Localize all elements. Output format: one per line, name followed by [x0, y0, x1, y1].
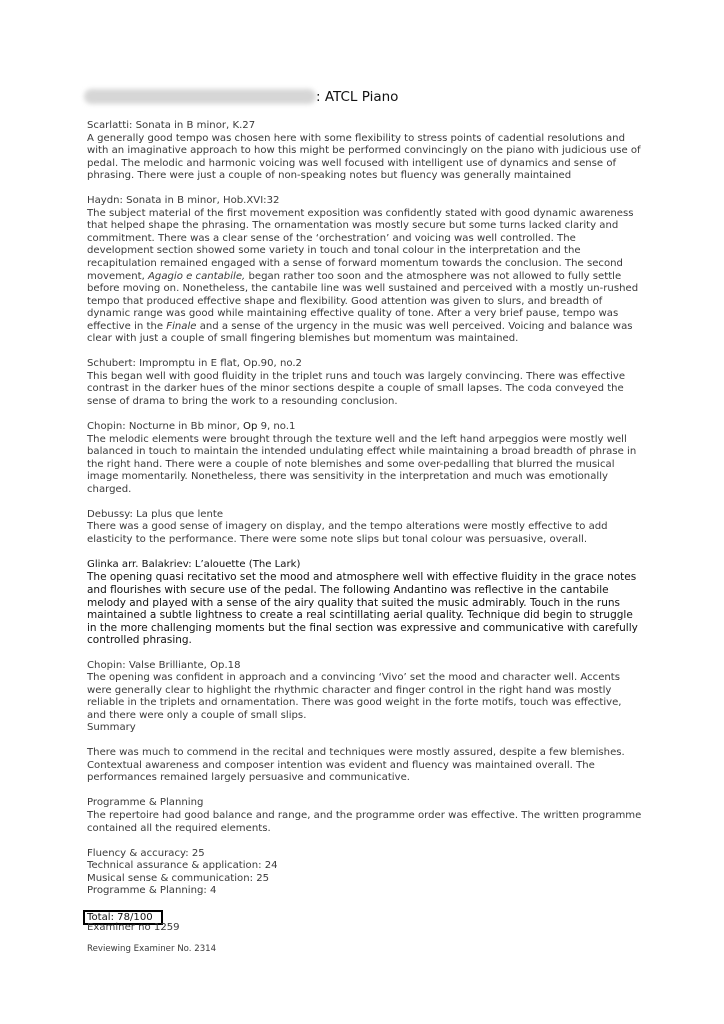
title-text: 9, no.1: [257, 420, 296, 432]
section-title: Glinka arr. Balakriev: L’alouette (The Lark): [87, 558, 301, 570]
section-comment: The opening was confident in approach and a convincing ‘Vivo’ set the mood and character well. Accents were generally clear to highlight the rhythmic character and finger control in the right hand was mostly reliable in the triplets and ornamentation. There was good weight in the forte motifs, touch was effective, and there were only a couple of small slips.: [87, 672, 622, 721]
section-schubert: [87, 358, 643, 408]
section-comment: A generally good tempo was chosen here with some flexibility to stress points of cadential resolutions and with an imaginative approach to how this might be performed convincingly on the piano with judicious use of pedal. The melodic and harmonic voicing was well focused with intelligent use of dynamics and sense of phrasing. There were just a couple of non-speaking notes but fluency was generally maintained: [87, 132, 641, 182]
section-title: [87, 421, 643, 434]
summary-heading: Summary: [87, 722, 136, 734]
section-comment: This began well with good fluidity in the triplet runs and touch was largely convincing. There was effective contrast in the darker hues of the minor sections despite a couple of small lapses. The coda conveyed the sense of drama to bring the work to a resounding conclusion.: [87, 370, 626, 407]
report-title-row: [84, 87, 414, 107]
section-title: Scarlatti: Sonata in B minor, K.27: [87, 120, 256, 131]
section-comment: The melodic elements were brought through the texture well and the left hand arpeggios were mostly well balanced in touch to maintain the intended undulating effect while maintaining a broad breadth of phrase in the right hand. There were a couple of note blemishes and some over-pedalling that blurred the musical image momentarily. Nonetheless, there was sensitivity in the interpretation and much was emotionally charged.: [87, 433, 637, 495]
section-comment: [87, 208, 643, 346]
score-musical: Musical sense & communication: 25: [87, 872, 270, 884]
examiner-number: Examiner no 1259: [87, 921, 180, 933]
title-opus: Op: [243, 420, 258, 432]
section-glinka: [87, 559, 643, 647]
title-text: Chopin: Nocturne in Bb minor,: [87, 420, 243, 432]
score-programme: Programme & Planning: 4: [87, 885, 217, 897]
total-score: Total: 78/100: [87, 911, 153, 923]
comment-italic-finale: Finale: [166, 320, 197, 332]
redacted-candidate-name: [84, 89, 316, 104]
section-title: Chopin: Valse Brilliante, Op.18: [87, 659, 241, 671]
section-comment: The opening quasi recitativo set the mood and atmosphere well with effective fluidity in the grace notes and flourishes with secure use of the pedal. The following Andantino was reflective in the cantabile melody and played with a sense of the airy quality that suited the music admirably. Touch in the runs maintained a subtle lightness to create a real scintillating aerial quality. Technique did begin to struggle in the more challenging moments but the final section was expressive and communicative with carefully controlled phrasing.: [87, 571, 638, 647]
report-body: [87, 120, 643, 964]
marks-breakdown: [87, 848, 643, 956]
reviewing-examiner-number: Reviewing Examiner No. 2314: [87, 944, 217, 955]
comment-italic-tempo: Agagio e cantabile,: [148, 270, 246, 282]
section-title: Debussy: La plus que lente: [87, 508, 224, 520]
section-planning: [87, 797, 643, 835]
section-comment: There was a good sense of imagery on display, and the tempo alterations were mostly effective to add elasticity to the performance. There were some note slips but tonal colour was persuasive, overall.: [87, 521, 608, 545]
score-fluency: Fluency & accuracy: 25: [87, 847, 205, 859]
section-haydn: [87, 195, 643, 346]
section-comment: The repertoire had good balance and range, and the programme order was effective. The written programme contained all the required elements.: [87, 809, 642, 834]
report-title: : ATCL Piano: [316, 89, 399, 105]
section-scarlatti: [87, 120, 643, 183]
summary-comment: There was much to commend in the recital and techniques were mostly assured, despite a few blemishes. Contextual awareness and composer intention was evident and fluency was maintained overall. The performances remained largely persuasive and communicative.: [87, 747, 625, 784]
section-title: Schubert: Impromptu in E flat, Op.90, no.2: [87, 358, 302, 370]
section-chopin-nocturne: [87, 421, 643, 496]
comment-text: began rather too soon and the atmosphere was not allowed to fully settle before moving on. Nonetheless, the cantabile line was well sustained and perceived with a mostly un-rushed tempo that produced effective shape and flexibility. Good attention was given to slurs, and breadth of dynamic range was good while maintaining effective quality of tone. After a very brief pause, tempo was effective in the: [87, 270, 639, 332]
section-debussy: [87, 509, 643, 547]
section-chopin-valse: [87, 660, 643, 735]
section-title: Programme & Planning: [87, 797, 204, 809]
comment-text: and a sense of the urgency in the music was well perceived. Voicing and balance was clear with just a couple of small fingering blemishes but momentum was maintained.: [87, 320, 633, 345]
section-title: Haydn: Sonata in B minor, Hob.XVI:32: [87, 195, 280, 207]
comment-text: The subject material of the first movement exposition was confidently stated with good dynamic awareness that helped shape the phrasing. The ornamentation was mostly secure but some turns lacked clarity and commitment. There was a clear sense of the ‘orchestration’ and voicing was well controlled. The development section showed some variety in touch and tonal colour in the interpretation and the recapitulation remained engaged with a sense of forward momentum towards the conclusion. The second movement,: [87, 207, 634, 282]
section-summary: [87, 747, 643, 785]
score-technical: Technical assurance & application: 24: [87, 860, 278, 872]
